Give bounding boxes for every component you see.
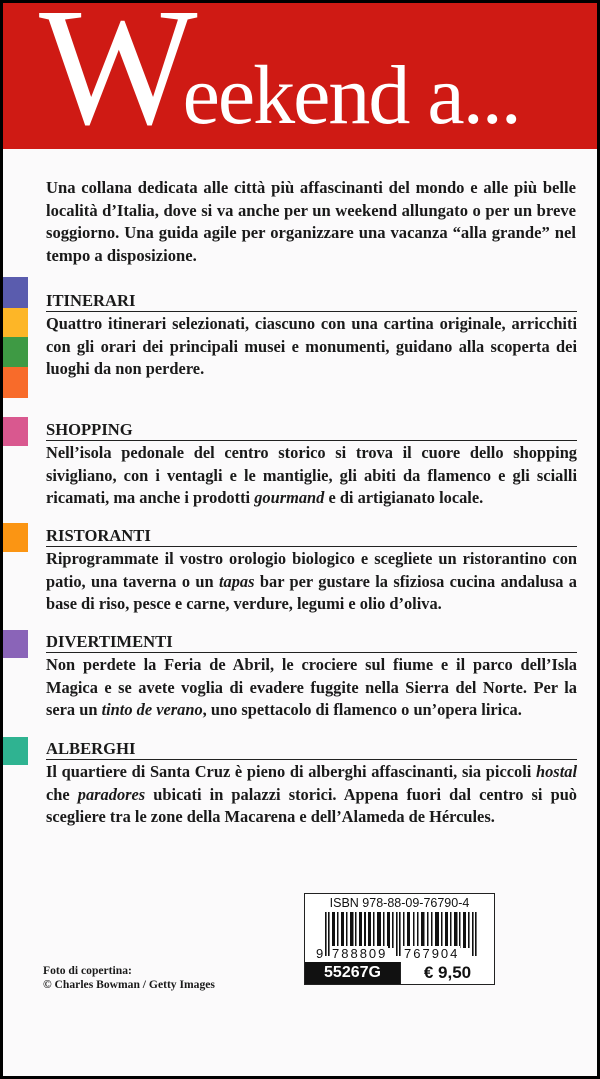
title-banner	[3, 3, 597, 160]
section-ristoranti	[46, 526, 577, 616]
section-heading: RISTORANTI	[46, 526, 577, 547]
section-heading: ITINERARI	[46, 291, 577, 312]
color-tab-orange	[3, 523, 28, 552]
section-text: Non perdete la Feria de Abril, le crociere sul fiume e il parco dell’Isla Magica e se avete voglia di evadere fuggite nella Sierra del Norte. Per la sera un tinto de verano, uno spettacolo di flamenco o un’opera lirica.	[46, 655, 577, 719]
color-tab-blue	[3, 277, 28, 308]
section-heading: DIVERTIMENTI	[46, 632, 577, 653]
barcode-digits-left: 788809	[332, 946, 388, 961]
product-code: 55267G	[305, 962, 400, 984]
photo-credit: Foto di copertina: © Charles Bowman / Getty Images	[43, 964, 215, 991]
isbn-label: ISBN 978-88-09-76790-4	[329, 896, 470, 910]
price: € 9,50	[400, 962, 494, 984]
price-row	[305, 962, 494, 984]
section-text: Nell’isola pedonale del centro storico si trova il cuore dello shopping sivigliano, con i ventagli e le mantiglie, gli abiti da flamenco e gli scialli ricamati, ma anche i prodotti gourmand e di artigianato locale.	[46, 443, 577, 507]
isbn-barcode-box	[304, 893, 495, 985]
section-heading: ALBERGHI	[46, 739, 577, 760]
section-alberghi	[46, 739, 577, 829]
section-itinerari	[46, 291, 577, 381]
section-text: Quattro itinerari selezionati, ciascuno con una cartina originale, arricchiti con gli orari dei principali musei e monumenti, guidano alla scoperta dei luoghi da non perdere.	[46, 314, 577, 378]
intro-paragraph: Una collana dedicata alle città più affascinanti del mondo e alle più belle località d’Italia, dove si va anche per un weekend allungato o per un breve soggiorno. Una guida agile per organizzare una vacanza “alla grande” nel tempo a disposizione.	[46, 178, 576, 265]
color-tab-orange	[3, 367, 28, 398]
title-initial: W	[39, 3, 197, 160]
series-title	[39, 3, 597, 160]
color-tab-purple	[3, 630, 28, 658]
color-tab-pink	[3, 417, 28, 446]
section-divertimenti	[46, 632, 577, 722]
barcode-digit-first: 9	[316, 946, 324, 961]
section-text: Riprogrammate il vostro orologio biologico e scegliete un ristorantino con patio, una taverna o un tapas bar per gustare la sfiziosa cucina andalusa a base di riso, pesce e carne, verdure, legumi e olio d’oliva.	[46, 549, 577, 613]
section-heading: SHOPPING	[46, 420, 577, 441]
section-shopping	[46, 420, 577, 510]
title-rest: eekend a...	[182, 49, 520, 142]
book-back-cover	[3, 3, 597, 1076]
section-text: Il quartiere di Santa Cruz è pieno di alberghi affascinanti, sia piccoli hostal che paradores ubicati in palazzi storici. Appena fuori dal centro si può scegliere tra le zone della Macarena e dell’Alameda de Hércules.	[46, 762, 578, 826]
color-tab-yellow	[3, 308, 28, 337]
barcode-digits-right: 767904	[404, 946, 460, 961]
color-tab-green	[3, 337, 28, 367]
color-tab-teal	[3, 737, 28, 765]
